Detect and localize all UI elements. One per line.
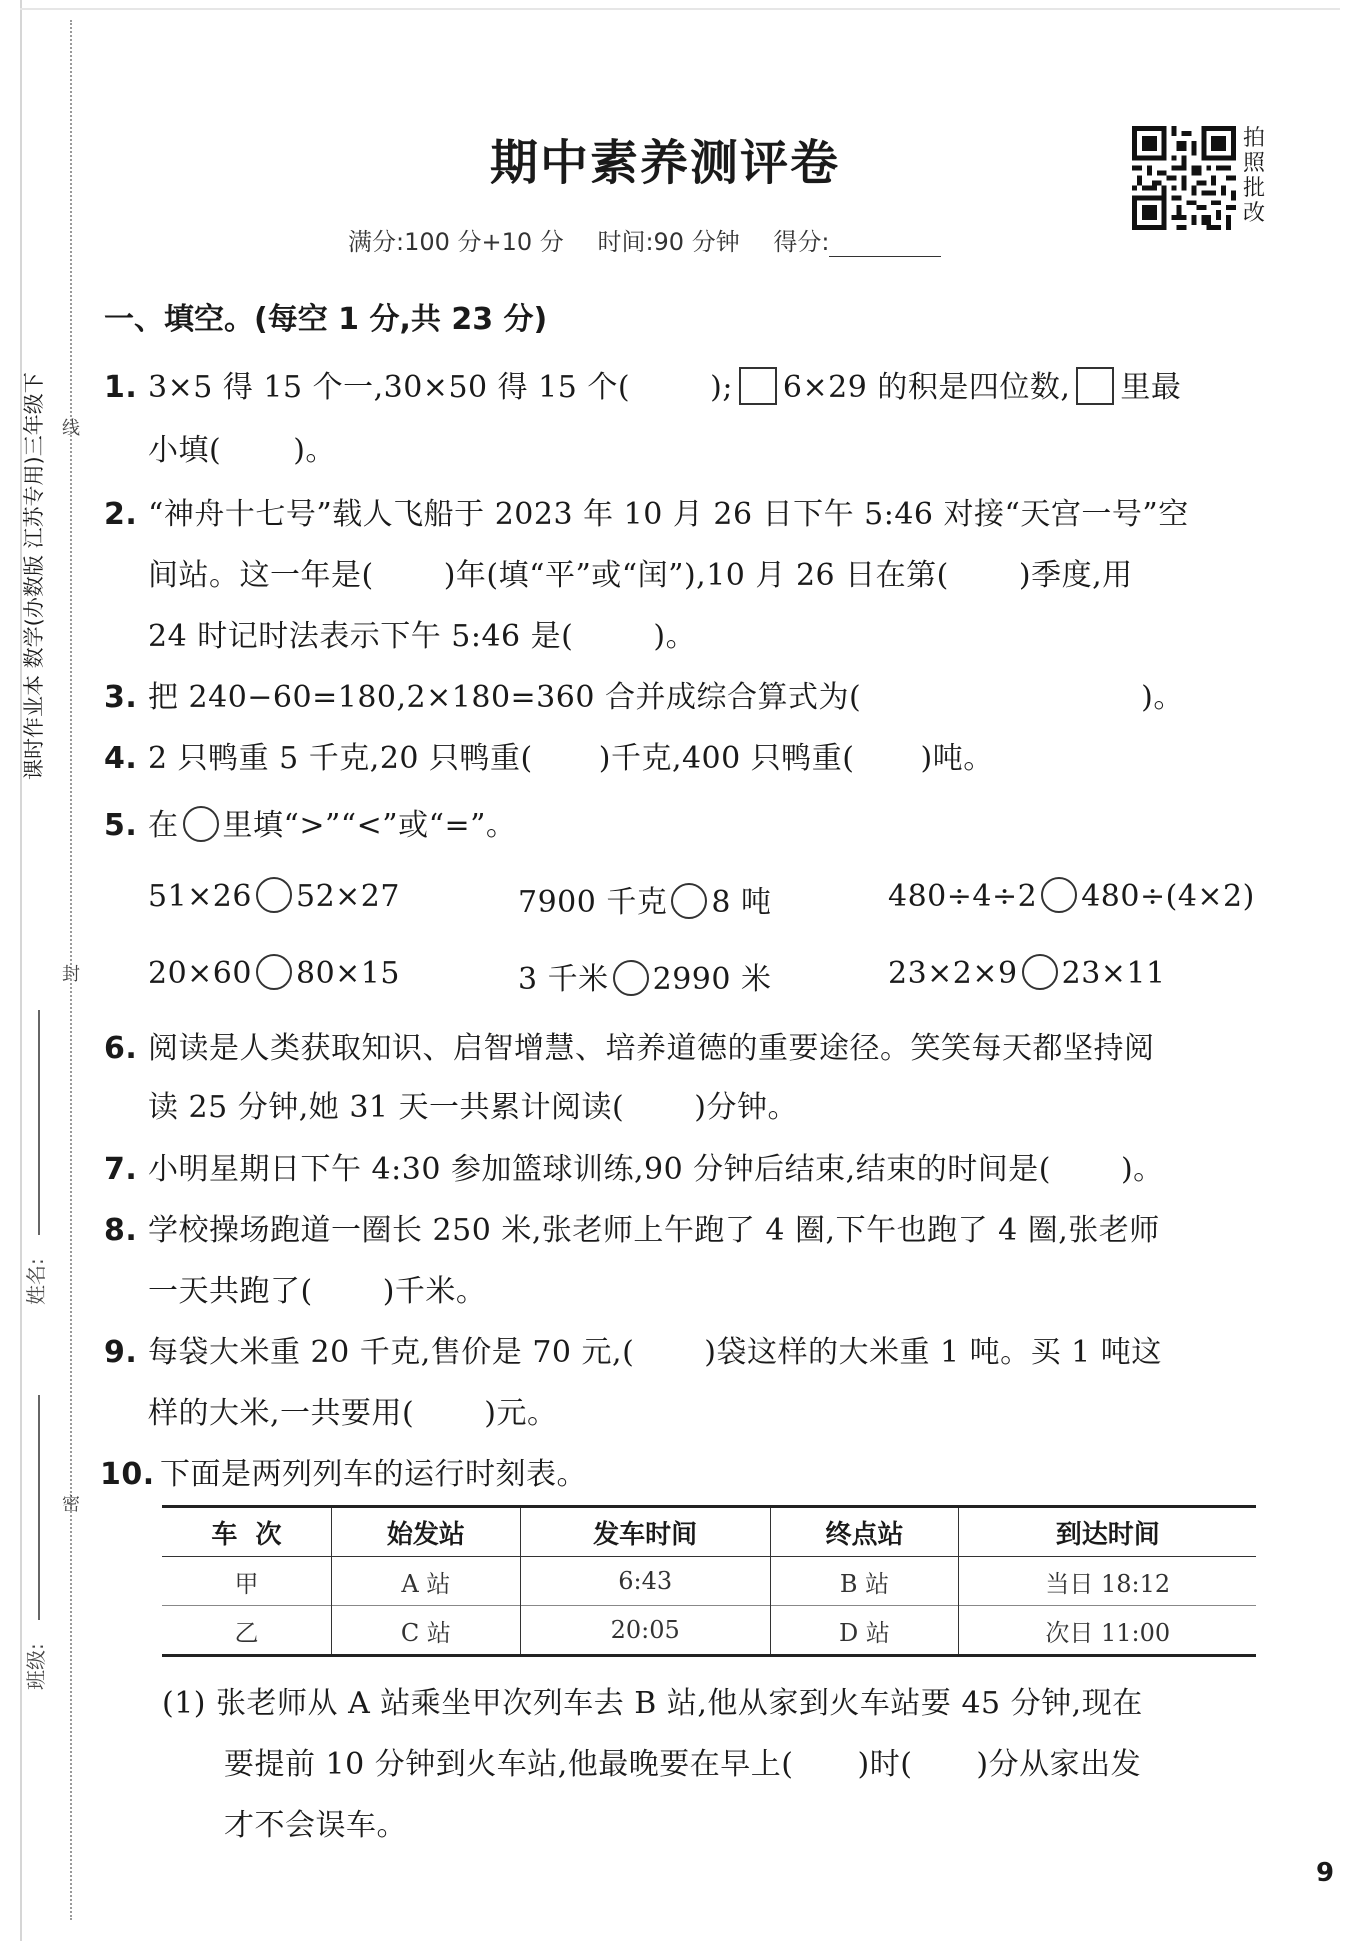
table-cell: 6:43 [520, 1557, 770, 1606]
qr-code[interactable] [1130, 126, 1238, 230]
page-title: 期中素养测评卷 [490, 135, 841, 191]
question-number: 7. [104, 1152, 138, 1187]
question-number: 4. [104, 741, 138, 776]
column-header: 终点站 [770, 1507, 959, 1557]
question-10: 10. 下面是两列列车的运行时刻表。 [100, 1457, 587, 1492]
table-row [162, 1606, 1256, 1656]
question-2-line-2: 间站。这一年是( )年(填“平”或“闰”),10 月 26 日在第( )季度,用 [148, 558, 1133, 593]
question-number: 5. [104, 808, 138, 843]
section-heading: 一、填空。(每空 1 分,共 23 分) [104, 302, 548, 337]
question-6-line-2: 读 25 分钟,她 31 天一共累计阅读( )分钟。 [148, 1090, 798, 1125]
full-score: 满分:100 分+10 分 [348, 228, 564, 256]
column-header: 车 次 [211, 1519, 282, 1550]
table-cell: 乙 [234, 1618, 259, 1647]
column-header: 发车时间 [520, 1507, 770, 1557]
question-10-sub-1-line-1: (1) 张老师从 A 站乘坐甲次列车去 B 站,他从家到火车站要 45 分钟,现在 [162, 1686, 1143, 1721]
question-number: 1. [104, 370, 138, 405]
table-row [162, 1557, 1256, 1606]
question-7: 7. 小明星期日下午 4:30 参加篮球训练,90 分钟后结束,结束的时间是( )。 [104, 1152, 1164, 1187]
train-timetable [162, 1505, 1256, 1657]
comparison-4: 20×60 80×15 [148, 956, 400, 991]
question-1-line-2: 小填( )。 [148, 433, 336, 468]
class-field-label: 班级: [24, 1643, 48, 1690]
question-2-line-1: 2. “神舟十七号”载人飞船于 2023 年 10 月 26 日下午 5:46 对接“天宫一号”空 [104, 497, 1189, 532]
cut-mark-seal: 封 [62, 964, 80, 985]
comparison-5: 3 千米 2990 米 [518, 962, 772, 997]
question-8-line-1: 8. 学校操场跑道一圈长 250 米,张老师上午跑了 4 圈,下午也跑了 4 圈,张老师 [104, 1213, 1160, 1248]
table-cell: 20:05 [520, 1606, 770, 1656]
question-number: 6. [104, 1031, 138, 1066]
table-cell: A 站 [331, 1557, 520, 1606]
question-8-line-2: 一天共跑了( )千米。 [148, 1274, 487, 1309]
circle-icon [183, 806, 219, 842]
answer-box[interactable] [1076, 367, 1114, 405]
question-3: 3. 把 240−60=180,2×180=360 合并成综合算式为( )。 [104, 680, 1184, 715]
comparison-6: 23×2×9 23×11 [888, 956, 1166, 991]
table-cell: B 站 [770, 1557, 959, 1606]
question-number: 2. [104, 497, 138, 532]
question-number: 10. [100, 1457, 155, 1492]
page-number: 9 [1316, 1858, 1335, 1888]
comparison-3: 480÷4÷2 480÷(4×2) [888, 879, 1255, 914]
question-5: 5. 在 里填“>”“<”或“=”。 [104, 808, 517, 843]
question-2-line-3: 24 时记时法表示下午 5:46 是( )。 [148, 619, 697, 654]
class-field-line[interactable] [38, 1395, 40, 1620]
table-header-row [162, 1507, 1256, 1557]
question-6-line-1: 6. 阅读是人类获取知识、启智增慧、培养道德的重要途径。笑笑每天都坚持阅 [104, 1031, 1155, 1066]
score-blank[interactable] [829, 234, 941, 257]
compare-circle[interactable] [1022, 954, 1058, 990]
name-field-line[interactable] [38, 1010, 40, 1235]
page-edge-top [20, 8, 1340, 10]
question-number: 8. [104, 1213, 138, 1248]
answer-box[interactable] [739, 367, 777, 405]
compare-circle[interactable] [256, 954, 292, 990]
compare-circle[interactable] [1041, 877, 1077, 913]
exam-info [348, 222, 967, 257]
compare-circle[interactable] [613, 960, 649, 996]
table-cell: 甲 [234, 1569, 259, 1598]
comparison-2: 7900 千克 8 吨 [518, 885, 772, 920]
binding-book-info: 课时作业本 数学(办数版 江苏专用)三年级下 [22, 372, 46, 780]
cut-mark-secret: 密 [62, 1494, 80, 1515]
table-cell: C 站 [331, 1606, 520, 1656]
exam-time: 时间:90 分钟 [597, 228, 740, 256]
table-cell: 当日 18:12 [959, 1557, 1256, 1606]
compare-circle[interactable] [671, 883, 707, 919]
question-number: 9. [104, 1335, 138, 1370]
table-cell: D 站 [770, 1606, 959, 1656]
cut-mark-line: 线 [62, 418, 80, 439]
score-label: 得分: [773, 228, 830, 256]
column-header: 到达时间 [959, 1507, 1256, 1557]
question-10-sub-1-line-3: 才不会误车。 [224, 1808, 407, 1843]
column-header: 始发站 [331, 1507, 520, 1557]
qr-label: 拍照批改 [1243, 126, 1266, 226]
question-9-line-2: 样的大米,一共要用( )元。 [148, 1396, 558, 1431]
table-cell: 次日 11:00 [959, 1606, 1256, 1656]
question-1-line-1: 1. 3×5 得 15 个一,30×50 得 15 个( ); 6×29 的积是四位数, 里最 [104, 362, 1181, 406]
question-9-line-1: 9. 每袋大米重 20 千克,售价是 70 元,( )袋这样的大米重 1 吨。买 1 吨这 [104, 1335, 1162, 1370]
question-4: 4. 2 只鸭重 5 千克,20 只鸭重( )千克,400 只鸭重( )吨。 [104, 741, 994, 776]
comparison-1: 51×26 52×27 [148, 879, 400, 914]
question-number: 3. [104, 680, 138, 715]
compare-circle[interactable] [256, 877, 292, 913]
question-10-sub-1-line-2: 要提前 10 分钟到火车站,他最晚要在早上( )时( )分从家出发 [224, 1747, 1142, 1782]
name-field-label: 姓名: [24, 1258, 48, 1305]
